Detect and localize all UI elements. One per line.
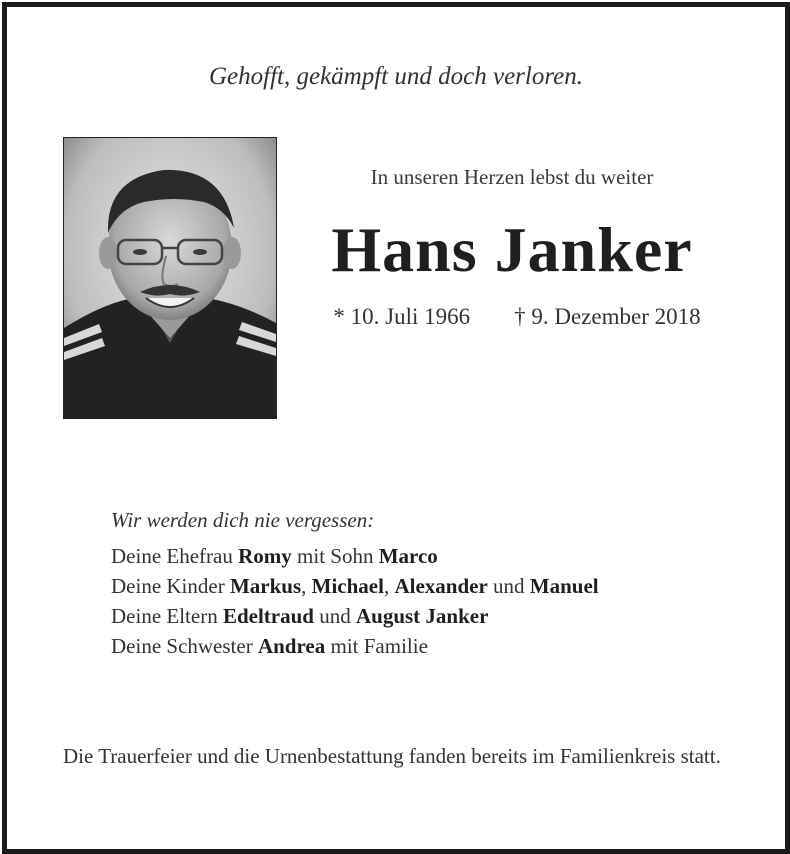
text: mit Sohn	[291, 544, 379, 568]
motto: Gehofft, gekämpft und doch verloren.	[209, 63, 583, 90]
text: und	[487, 574, 530, 598]
tagline: In unseren Herzen lebst du weiter	[370, 165, 654, 189]
text: Deine Eltern	[111, 604, 223, 628]
mourners-intro: Wir werden dich nie vergessen:	[111, 508, 375, 532]
text: Deine Ehefrau	[111, 544, 239, 568]
text: ,	[301, 574, 312, 598]
portrait-photo	[63, 137, 277, 419]
mourner-line-children	[111, 571, 751, 601]
text: und	[313, 604, 356, 628]
mourner-line-spouse	[111, 541, 751, 571]
name: Romy	[238, 544, 292, 568]
name: August Janker	[355, 604, 489, 628]
mourner-line-sister	[111, 631, 751, 661]
name: Manuel	[529, 574, 599, 598]
death-date: † 9. Dezember 2018	[514, 304, 701, 329]
name: Michael	[311, 574, 384, 598]
life-dates	[297, 304, 737, 330]
text: Deine Schwester	[111, 634, 258, 658]
name: Markus	[229, 574, 302, 598]
text: mit Familie	[325, 634, 428, 658]
mourner-line-parents	[111, 601, 751, 631]
name: Alexander	[394, 574, 488, 598]
birth-date: * 10. Juli 1966	[333, 304, 471, 329]
name: Andrea	[257, 634, 326, 658]
text: ,	[383, 574, 395, 598]
mourners-block	[111, 505, 751, 661]
deceased-name: Hans Janker	[331, 214, 693, 285]
name: Marco	[378, 544, 438, 568]
funeral-notice: Die Trauerfeier und die Urnenbestattung fanden bereits im Familienkreis statt.	[63, 744, 721, 768]
name: Edeltraud	[222, 604, 314, 628]
obituary-frame	[2, 2, 790, 854]
text: Deine Kinder	[111, 574, 230, 598]
